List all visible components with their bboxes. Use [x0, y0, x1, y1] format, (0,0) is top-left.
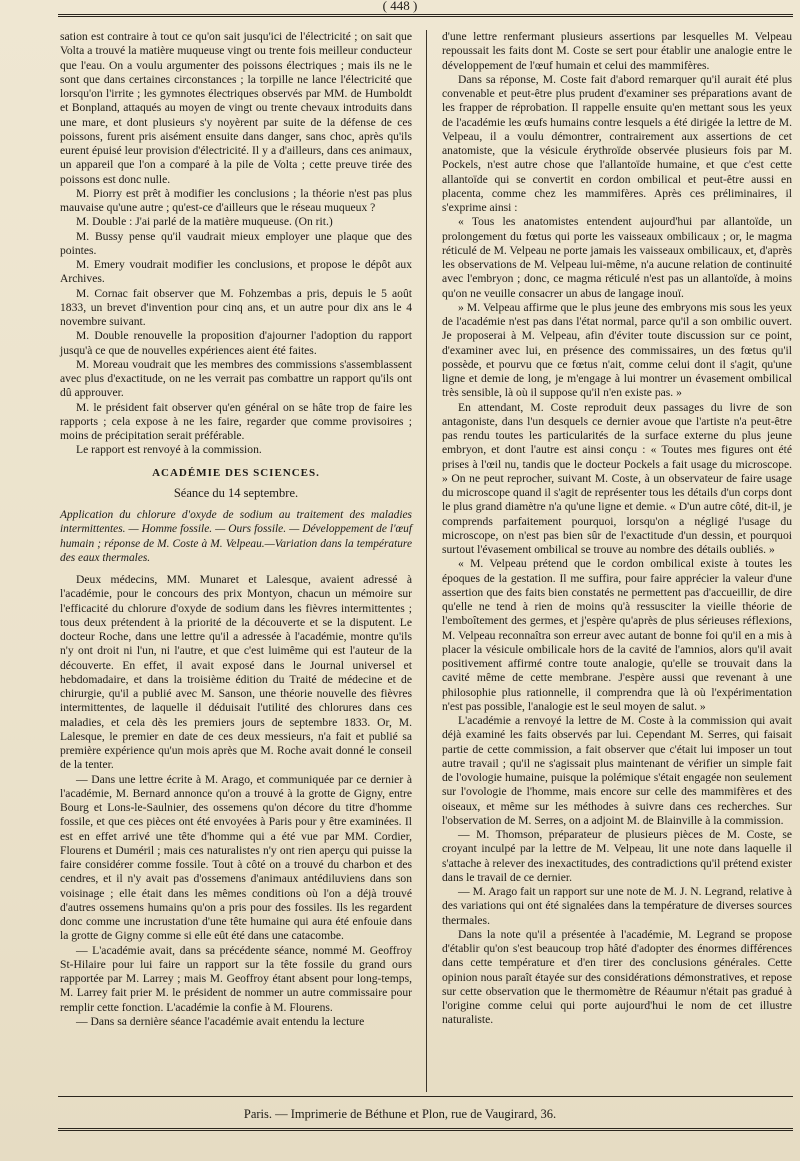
paragraph-cornac: M. Cornac fait observer que M. Fohzembas a pris, depuis le 5 août 1833, un brevet d'invention pour cinq ans, et un autre pour dix ans le 4 novembre suivant.	[60, 286, 412, 328]
paragraph-arago: — M. Arago fait un rapport sur une note de M. J. N. Legrand, relative à des variations qui ont été signalées dans la température de diverses sources thermales.	[442, 885, 792, 927]
left-column	[60, 30, 412, 1029]
section-title: ACADÉMIE DES SCIENCES.	[152, 466, 320, 479]
bottom-double-rule	[58, 1128, 793, 1131]
page-number: ( 448 )	[382, 0, 418, 13]
quote-embryon: » M. Velpeau affirme que le plus jeune des embryons mis sous les yeux de l'académie n'est pas dans l'état normal, parce qu'il a son ombilic ouvert. Je proposerai à M. Velpeau, afin d'éviter toute discussion sur ce point, d'examiner avec lui, en présence des commissaires, un des fœtus qu'il possède, et pourvu que ce fœtus n'ait, comme celui dont il s'agit, qu'une ligne et demie de long, je m'engage à lui montrer un évasement ombilical très sensible, là où il suppose qu'il n'en existe pas. »	[442, 300, 792, 400]
session-summary: Application du chlorure d'oxyde de sodium au traitement des maladies intermittentes. — Homme fossile. — Ours fossile. — Développement de l'œuf humain ; réponse de M. Coste à M. Velpeau.—Variation dans la température des eaux thermales.	[60, 509, 412, 564]
paragraph-lettre: d'une lettre renfermant plusieurs assertions par lesquelles M. Velpeau repoussait les faits dont M. Coste se sert pour établir une analogie entre le développement de l'œuf humain et celui des mammifères.	[442, 30, 792, 72]
paragraph-legrand: Dans la note qu'il a présentée à l'académie, M. Legrand se propose d'établir qu'on s'est beaucoup trop hâté d'adopter des énormes différences dans cette température et d'en tirer des conclusions générales. Cette opinion nous paraît étayée sur des considérations démonstratives, et repose sur cette observation que le thermomètre de Réaumur n'était pas gradué à l'origine comme celui qui porte aujourd'hui le nom de cet illustre naturaliste.	[442, 927, 792, 1027]
paragraph-moreau: M. Moreau voudrait que les membres des commissions s'assemblassent avec plus d'exactitude, on ne les verrait pas combattre un rapport qu'ils ont dû approuver.	[60, 357, 412, 400]
paragraph-munaret: Deux médecins, MM. Munaret et Lalesque, avaient adressé à l'académie, pour le concours des prix Montyon, chacun un mémoire sur l'efficacité du chlorure d'oxyde de sodium dans les fièvres intermittentes ; tous deux prétendent à la priorité de la découverte et se la disputent. Le docteur Roche, dans une lettre qu'il a adressée à l'académie, montre qu'ils n'y ont droit ni l'un, ni l'autre, et que c'est luimême qui est l'auteur de la découverte. En effet, il avait exposé dans le Journal universel et hebdomadaire, et dans la troisième édition du Traité de médecine et de chirurgie, qu'il a publié avec M. Sanson, une théorie nouvelle des fièvres intermittentes, de laquelle il déduisait l'utilité des chlorures dans ces maladies, et cela dès les premiers jours de septembre 1833. Or, M. Lalesque, le premier en date de ces deux messieurs, n'a fait et publié sa première expérience qu'un mois après que M. Roche avait donné le conseil de la tenter.	[60, 573, 412, 772]
top-double-rule	[58, 14, 793, 17]
imprint-line: Paris. — Imprimerie de Béthune et Plon, rue de Vaugirard, 36.	[243, 1107, 557, 1121]
paragraph-continuation: sation est contraire à tout ce qu'on sait jusqu'ici de l'électricité ; on sait que Volta a trouvé la matière muqueuse vingt ou trente fois meilleur conducteur que l'eau. On a voulu argumenter des poissons électriques ; mais ils ne le sont que dans certaines circonstances ; la torpille ne lance l'électricité que lorsqu'on l'irrite ; les gymnotes électriques observés par MM. de Humboldt et Bonpland, attaqués au moyen de vingt ou trente chevaux introduits dans une mare, et dont plusieurs s'y noyèrent par suite de la défense de ces poissons, furent pris aisément ensuite dans danger, sans choc, après qu'ils eurent épuisé leur provision d'électricité. Il y a d'ailleurs, dans ces animaux, un appareil que l'on a comparé à la pile de Volta ; cette preuve tirée des poissons est donc nulle.	[60, 30, 412, 186]
seance-date: Séance du 14 septembre.	[173, 485, 299, 500]
paragraph-commission: L'académie a renvoyé la lettre de M. Coste à la commission qui avait déjà examiné les faits observés par lui. Cependant M. Serres, qui faisait partie de cette commission, a fait observer que c'était lui imposer un tout autre travail ; qu'il ne s'agissait plus maintenant de vérifier un simple fait de l'ovologie humaine, puisque la polémique s'était engagée non seulement sur l'ovologie de l'homme, mais encore sur celle des mammifères et des oiseaux, et même sur les méthodes à suivre dans ces recherches. Sur l'observation de M. Serres, on a adjoint M. de Blainville à la commission.	[442, 714, 792, 827]
paragraph-president: M. le président fait observer qu'en général on se hâte trop de faire les rapports ; cela expose à ne les faire, regarder que comme provisoires ; moins de précipitation serait préférable.	[60, 400, 412, 442]
paragraph-ours-fossile: — L'académie avait, dans sa précédente séance, nommé M. Geoffroy St-Hilaire pour lui faire un rapport sur la tête fossile du grand ours rapportée par M. Larrey ; mais M. Geoffroy étant absent pour long-temps, M. Larrey fait prier M. le président de nommer un autre commissaire pour remplir cette fonction. L'académie la confie à M. Flourens.	[60, 943, 412, 1014]
right-column	[442, 30, 792, 1028]
quote-allantoide: « Tous les anatomistes entendent aujourd'hui par allantoïde, un prolongement du fœtus qui porte les vaisseaux ombilicaux ; or, le magma réticulé de M. Velpeau ne porte jamais les vaisseaux ombilicaux, et, d'après les observations de M. Velpeau lui-même, n'a aucune relation de continuité avec l'embryon ; donc, ce magma réticulé n'est pas un allantoïde, à moins qu'on ne veuille consacrer un abus de langage inouï.	[442, 215, 792, 300]
quote-cordon: « M. Velpeau prétend que le cordon ombilical existe à toutes les époques de la gestation. Il me suffira, pour faire apprécier la valeur d'une assertion que des faits bien constatés ne permettent pas d'accueillir, de dire qu'elle ne tend à rien de moins qu'à ressusciter la vieille théorie de l'emboîtement des germes, et j'espère qu'après de plus sérieuses réflexions, M. Velpeau reconnaîtra son erreur avec autant de bonne foi qu'il en a mis à placer la vésicule ombilicale hors de la cavité de l'amnios, alors qu'il avait positivement affirmé contre toute analogie, qu'elle se trouvait dans la cavité même de cette membrane. J'espère aussi que revenant à une philosophie plus rationnelle, il comprendra que là où l'expérimentation n'est pas possible, l'analogie est le seul moyen de salut. »	[442, 557, 792, 713]
paragraph-thomson: — M. Thomson, préparateur de plusieurs pièces de M. Coste, se croyant inculpé par la lettre de M. Velpeau, lit une note dans laquelle il s'attache à relever des inexactitudes, des contradictions qu'il prétend exister dans le travail de ce dernier.	[442, 828, 792, 884]
paragraph-double: M. Double : J'ai parlé de la matière muqueuse. (On rit.)	[76, 215, 333, 229]
paragraph-attendant: En attendant, M. Coste reproduit deux passages du livre de son antagoniste, dans l'un desquels ce dernier avoue que l'artiste n'a peut-être pas rendu toutes les particularités de la surface externe du plus jeune embryon, et dont l'autre est ainsi conçu : « Toutes mes figures ont été prises à l'œil nu, tandis que le docteur Pockels a fait usage du microscope. » On ne peut reprocher, suivant M. Coste, à un observateur de faire usage du microscope quand il s'agit de représenter tous les détails d'un corps dont le plus grand diamètre n'a qu'une ligne et demie. « D'un autre côté, dit-il, je comprends parfaitement pourquoi, lorsqu'on a négligé l'usage du microscope, on n'est pas bien sûr de l'exactitude d'un dessin, et pourquoi surtout l'évasement ombilical se trouve au nombre des détails oubliés. »	[442, 400, 792, 556]
column-divider	[426, 30, 427, 1092]
paragraph-homme-fossile: — Dans une lettre écrite à M. Arago, et communiquée par ce dernier à l'académie, M. Bernard annonce qu'on a trouvé à la grotte de Gigny, entre Bourg et Lons-le-Saulnier, des ossemens qu'on décore du titre d'homme fossile, et que ces pièces ont été envoyées à Paris pour y être examinées. Il est en effet arrivé une tête d'homme qui a été vue par MM. Cordier, Flourens et Duméril ; mais ces naturalistes n'y ont rien aperçu qui puisse la faire considérer comme fossile. Tout à côté on a trouvé du charbon et des cendres, et il n'y avait pas d'ossemens d'animaux antédiluviens dans son voisinage ; elle était dans les mêmes conditions où l'on a déjà trouvé d'autres ossemens humains qu'on a pris pour des fossiles. Ils les regardent donc comme une incrustation d'une tête humaine qui aura été enfouie dans la grotte de Gigny comme si elle eût été dans une catacombe.	[60, 772, 412, 943]
paragraph-piorry: M. Piorry est prêt à modifier les conclusions ; la théorie n'est pas plus mauvaise qu'une autre ; qu'est-ce d'ailleurs que le réseau muqueux ?	[60, 186, 412, 214]
paragraph-bussy: M. Bussy pense qu'il vaudrait mieux employer une plaque que des pointes.	[60, 229, 412, 257]
paragraph-emery: M. Emery voudrait modifier les conclusions, et propose le dépôt aux Archives.	[60, 258, 412, 286]
paragraph-reponse-coste: Dans sa réponse, M. Coste fait d'abord remarquer qu'il aurait été plus convenable et peut-être plus prudent d'examiner ses préparations avant de les frapper de réprobation. Il rappelle ensuite qu'en mettant sous les yeux de l'académie les œufs humains contre lesquels a été dirigée la lettre de M. Velpeau, il a voulu démontrer, contrairement aux assertions de cet anatomiste, que la vésicule érythroïde observée plusieurs fois par M. Pockels, n'est autre chose que l'allantoïde humaine, et que c'est cette allantoïde qui se convertit en cordon ombilical et peut-être aussi en placenta, comme chez les mammifères. Après ces préliminaires, il s'exprime ainsi :	[442, 72, 792, 214]
paragraph-rapport: Le rapport est renvoyé à la commission.	[76, 443, 262, 457]
paragraph-derniere-seance: — Dans sa dernière séance l'académie avait entendu la lecture	[76, 1014, 365, 1028]
footer-rule	[58, 1096, 793, 1097]
paragraph-double-2: M. Double renouvelle la proposition d'ajourner l'adoption du rapport jusqu'à ce que de nouvelles expériences aient été faites.	[60, 329, 412, 357]
